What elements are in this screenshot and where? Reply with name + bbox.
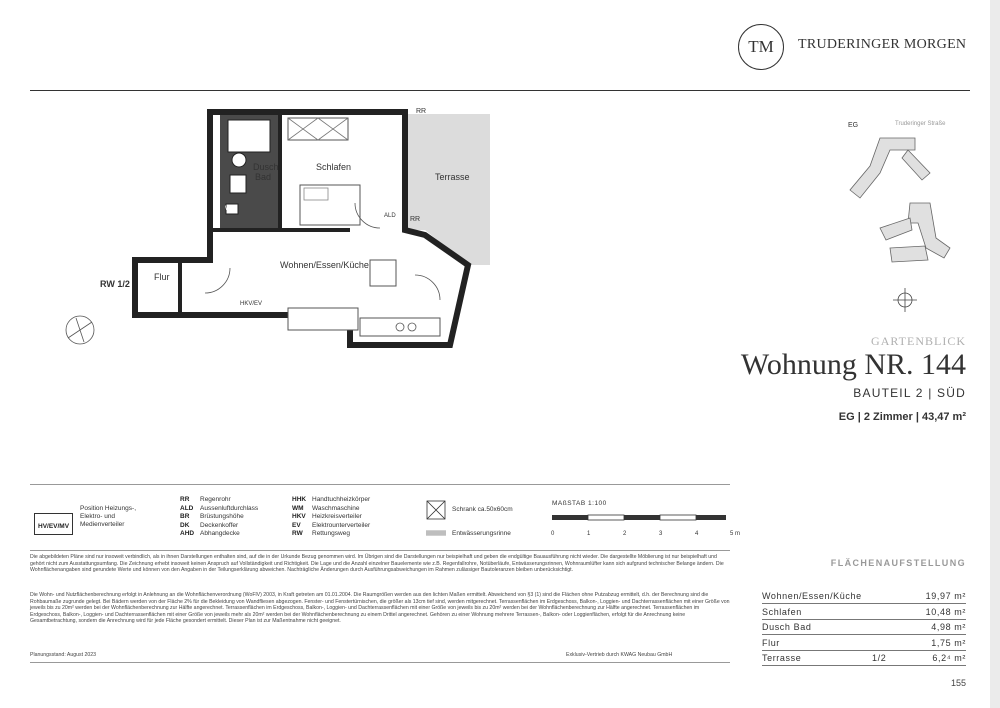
apartment-summary: EG | 2 Zimmer | 43,47 m² [838, 411, 966, 423]
disclaimer-rule [30, 550, 730, 551]
legend-b-desc: Rettungsweg [312, 530, 350, 537]
area-row-value: 10,48 m² [925, 606, 966, 617]
area-row-name: Flur [762, 637, 780, 648]
legend-b-code: HHK [292, 496, 307, 503]
area-row-separator [762, 665, 966, 666]
legend-a-item [180, 496, 290, 505]
area-row-value: 6,2⁴ m² [932, 653, 966, 663]
brand-logo [738, 24, 784, 70]
area-row-separator [762, 634, 966, 635]
legend-b-item [292, 522, 402, 531]
area-row-separator [762, 650, 966, 651]
siteplan-street: Truderinger Straße [895, 121, 946, 127]
legend-a-code: RR [180, 496, 190, 503]
hkv-label: HKV/EV [240, 301, 263, 307]
side-strip [990, 0, 1000, 708]
room-label-schlafen: Schlafen [316, 162, 352, 172]
legend-b-desc: Elektrounterverteiler [312, 521, 371, 529]
legend-rule-top [30, 484, 730, 485]
legend-b-code: WM [292, 504, 304, 512]
scale-tick: 3 [659, 531, 663, 537]
room-label-wohnen: Wohnen/Essen/Küche [280, 260, 369, 270]
scale-tick: 5 m [730, 531, 741, 537]
area-row-name: Schlafen [762, 606, 802, 617]
legend-a-desc: Regenrohr [200, 496, 231, 503]
rinne-icon [426, 530, 446, 536]
legend-b-desc: Handtuchheizkörper [312, 496, 371, 503]
legend-a-desc: Abhangdecke [200, 530, 240, 537]
legend-a-code: BR [180, 513, 190, 520]
legend-a-item [180, 522, 290, 531]
rinne-label: Entwässerungsrinne [452, 530, 511, 537]
legend-b-item [292, 496, 402, 505]
area-row-note: 1/2 [872, 653, 887, 663]
legend-b-code: RW [292, 530, 303, 537]
legend-a-code: AHD [180, 530, 195, 537]
brand-name: TRUDERINGER MORGEN [798, 37, 967, 52]
area-row-separator [762, 619, 966, 620]
rr-top-label: RR [416, 108, 427, 115]
scale-bar [552, 514, 732, 522]
legend-a-item [180, 505, 290, 514]
header-rule [30, 90, 970, 91]
legend-b-code: HKV [292, 513, 306, 520]
legend-a-code: DK [180, 521, 190, 529]
legend-a-desc: Aussenluftdurchlass [200, 504, 259, 512]
legend-a-code: ALD [180, 504, 194, 512]
area-table-title: FLÄCHENAUFSTELLUNG [830, 558, 966, 568]
floor-plan [50, 100, 490, 360]
legend-b-item [292, 530, 402, 539]
legend-b-code: EV [292, 521, 301, 529]
page-number: 155 [950, 678, 966, 688]
scale-tick: 1 [587, 531, 591, 537]
planning-date: Planungsstand: August 2023 [30, 652, 97, 658]
room-label-dusch: Dusch [253, 162, 279, 172]
area-row-value: 4,98 m² [931, 622, 966, 632]
rw-label: RW 1/2 [100, 279, 130, 289]
area-row-separator [762, 603, 966, 604]
terrace-area [405, 114, 490, 265]
legend-list-a [180, 496, 290, 539]
legend-box-code-text: HV/EV/MV [38, 523, 70, 530]
scale-tick: 4 [695, 531, 699, 537]
siteplan-floor: EG [848, 122, 859, 129]
rr-mid-label: RR [410, 216, 421, 223]
legend-a-item [180, 513, 290, 522]
wm-label: WM [225, 206, 236, 212]
legend-box-code [34, 513, 73, 535]
site-plan [840, 128, 970, 318]
area-row-name: Terrasse [762, 653, 802, 663]
disclaimer-p1: Die abgebildeten Pläne sind nur insoweit verbindlich, als in ihnen Darstellungen enthalten sind, auf die in der Urkunde Bezug genommen wird. Im Übrigen sind die Darstellungen nur beispielhaft und geben die endgültige Bauausführung nicht wieder. Die dargestellte Möblierung ist nur beispielhaft und gehört nicht zum Ausstattungsumfang. Die Zeichnung erhebt insoweit keinen Anspruch auf Vollständigkeit und Richtigkeit. Die Lage und die Anzahl einzelner Bauelemente wie z.B. Regenfallrohre, Notüberläufe, Entwässerungsrinnen, Wohnraumlüfter kann sich aufgrund technischer Belange ändern. Die Wohnflächenangaben sind gerundete Werte und können von den Angaben in der Teilungserklärung abweichen. Nachträgliche Änderungen durch Ausführungsabweichungen im Rahmen zulässiger Bautoleranzen bleiben unberücksichtigt. [30, 554, 724, 574]
room-label-terrasse: Terrasse [435, 172, 470, 182]
legend-b-item [292, 505, 402, 514]
brand-monogram: TM [748, 37, 774, 56]
building-label: BAUTEIL 2 | SÜD [853, 386, 966, 400]
legend-a-item [180, 530, 290, 539]
legend-b-desc: Waschmaschine [312, 504, 360, 512]
area-row-name: Dusch Bad [762, 622, 812, 632]
ald-label: ALD [384, 213, 396, 219]
apartment-title: Wohnung NR. 144 [740, 348, 966, 381]
legend-box-desc: Position Heizungs-, Elektro- und Medienverteiler [80, 505, 136, 528]
legend-list-b [292, 496, 402, 539]
legend-a-desc: Brüstungshöhe [200, 513, 244, 520]
area-row-value: 19,97 m² [925, 591, 966, 601]
scale-tick: 0 [551, 531, 555, 537]
sales-note: Exklusiv-Vertrieb durch KWAG Neubau GmbH [566, 652, 673, 658]
legend-b-desc: Heizkreisverteiler [312, 513, 362, 520]
room-label-bad: Bad [255, 172, 272, 182]
legend-b-item [292, 513, 402, 522]
footer-rule [30, 662, 730, 663]
scale-tick: 2 [623, 531, 627, 537]
scale-label: MAßSTAB 1:100 [552, 500, 607, 507]
area-row-name: Wohnen/Essen/Küche [762, 591, 862, 601]
room-label-flur: Flur [154, 272, 170, 282]
area-row-value: 1,75 m² [931, 637, 966, 648]
legend-a-desc: Deckenkoffer [200, 521, 239, 529]
schrank-icon [426, 500, 446, 520]
schrank-label: Schrank ca.50x60cm [452, 506, 513, 513]
disclaimer-p2: Die Wohn- und Nutzflächenberechnung erfolgt in Anlehnung an die Wohnflächenverordnung (WoFlV) 2003, in Kraft getreten am 01.01.2004. Die Raumgrößen werden aus den lichten Maßen ermittelt. Abweichend von §3 (1) sind die Flächen ohne Putzabzug ermittelt, d.h. der Berechnung sind die Rohbaumaße zugrunde gelegt. Bei Bädern werden von der Fläche 2% für die Bekleidung von Wandfliesen abgezogen. Fenster- und Fenstertürnischen, die größer als 13cm tief sind, werden mitgerechnet. Terrassenflächen im Erdgeschoss, Balkon-, Loggien- und Dachterrassenflächen mit einer Größe von jeweils bis zu 20m² werden bei der Wohnflächenberechnung zur Hälfte angerechnet. Terrassenflächen im Erdgeschoss, Balkon-, Loggien- und Dachterrassenflächen mit einer Größe von jeweils bis zu 20m² werden bei der Wohnflächenberechnung zur Hälfte angerechnet. Terrassenflächen im Erdgeschoss, Balkon-, Loggien- und Dachterrassenflächen mit einer Größe von jeweils mehr als 20m² werden bei der Wohnflächenberechnung zu einem Drittel angerechnet. Gehören zu einer Wohnung mehrere Terrassen-, Balkon- oder Loggienflächen, erfolgt für die Anrechnung keine Gesamtbetrachtung, sondern die Anrechnung wird für jede Fläche gesondert ermittelt. Dieser Plan ist zur Maßentnahme nicht geeignet. [30, 592, 730, 625]
view-label: GARTENBLICK [871, 334, 966, 348]
